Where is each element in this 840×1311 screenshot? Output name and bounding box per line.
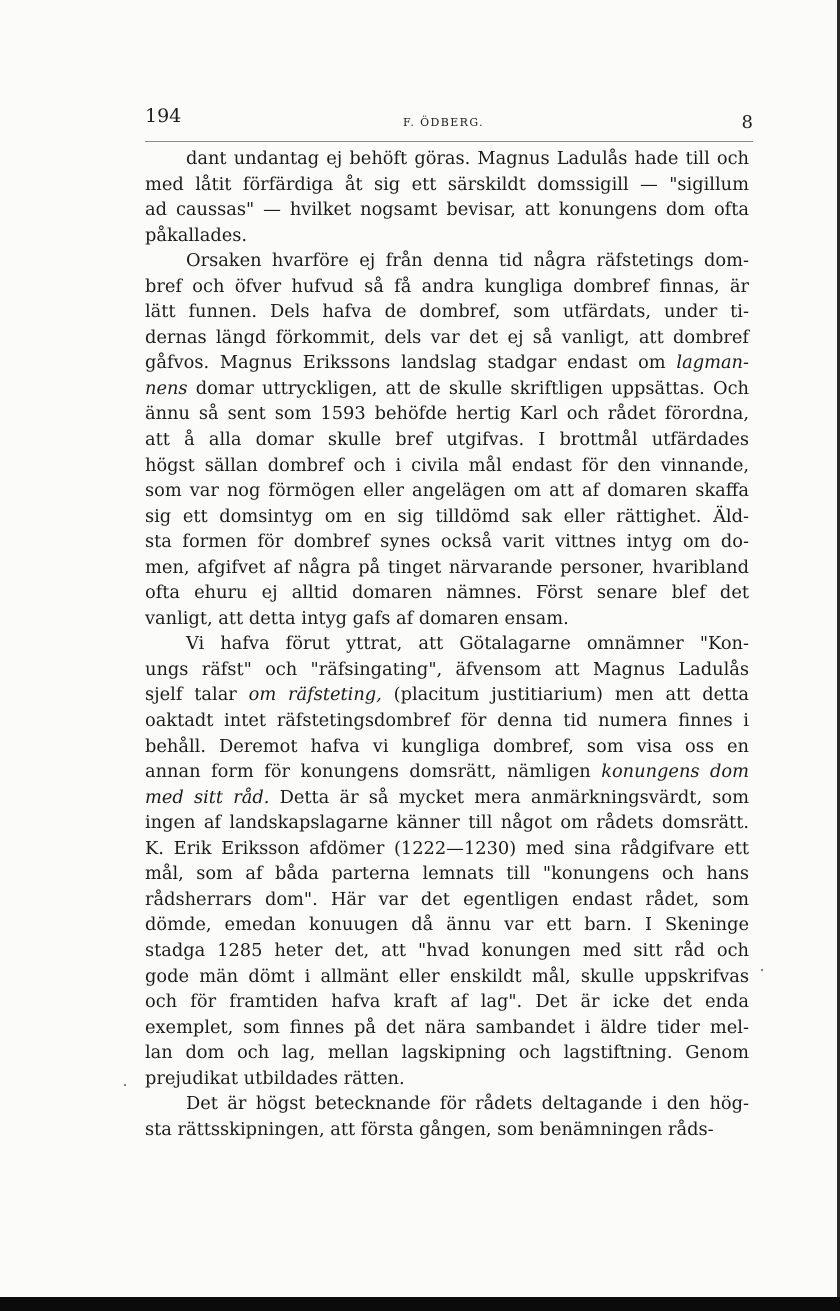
text-line (145, 657, 749, 683)
text-run: ungs räfst" och "räfsingating", äfvensom att Magnus Ladulås (145, 658, 749, 680)
text-run: lätt funnen. Dels hafva de dombref, som utfärdats, under ti- (145, 301, 749, 323)
text-run: rådsherrars dom". Här var det egentligen endast rådet, som (145, 888, 749, 910)
text-run: ofta ehuru ej alltid domaren nämnes. Först senare blef det (145, 582, 749, 604)
text-line (145, 555, 749, 581)
text-run: bref och öfver hufvud så få andra kungliga dombref finnas, är (145, 275, 749, 297)
text-line (145, 861, 749, 887)
italic-text: nens (145, 377, 188, 399)
text-line (145, 836, 749, 862)
text-run: prejudikat utbildades rätten. (145, 1067, 405, 1089)
text-line (145, 248, 749, 274)
italic-text: med sitt råd. (145, 786, 270, 808)
speck (761, 969, 763, 971)
text-run: ad caussas" — hvilket nogsamt bevisar, att konungens dom ofta (145, 199, 749, 221)
text-line (145, 146, 749, 172)
text-run: Vi hafva förut yttrat, att Götalagarne omnämner "Kon- (186, 633, 749, 655)
text-run: dömde, emedan konuugen då ännu var ett barn. I Skeninge (145, 914, 749, 936)
text-run: men, afgifvet af några på tinget närvarande personer, hvaribland (145, 556, 749, 578)
text-line (145, 912, 749, 938)
text-line (145, 708, 749, 734)
text-run: dernas längd förkommit, dels var det ej så vanligt, att dombref (145, 326, 749, 348)
text-run: Detta är så mycket mera anmärkningsvärdt, som (269, 786, 749, 808)
text-line (145, 197, 749, 223)
text-run: mål, som af båda parterna lemnats till "konungens och hans (145, 863, 749, 885)
text-line (145, 1015, 749, 1041)
text-line (145, 325, 749, 351)
text-line (145, 478, 749, 504)
page-number: 194 (145, 105, 182, 127)
text-run: domar uttryckligen, att de skulle skriftligen uppsättas. Och (187, 377, 749, 399)
text-run: sjelf talar (145, 684, 249, 706)
text-run: Orsaken hvarföre ej från denna tid några räfstetings dom- (186, 250, 749, 272)
text-line (145, 989, 749, 1015)
text-line (145, 938, 749, 964)
text-line (145, 1040, 749, 1066)
text-line (145, 964, 749, 990)
text-run: ingen af landskapslagarne känner till något om rådets domsrätt. (145, 812, 749, 834)
text-line (145, 274, 749, 300)
page-header (145, 103, 753, 135)
text-run: och för framtiden hafva kraft af lag". Det är icke det enda (145, 991, 749, 1013)
body-text (145, 146, 749, 1142)
text-line (145, 810, 749, 836)
text-run: K. Erik Eriksson afdömer (1222—1230) med sina rådgifvare ett (145, 837, 749, 859)
text-line (145, 529, 749, 555)
text-line (145, 453, 749, 479)
text-run: (placitum justitiarium) men att detta (381, 684, 749, 706)
text-run: sta formen för dombref synes också varit vittnes intyg om do- (145, 531, 749, 553)
text-line (145, 427, 749, 453)
text-run: stadga 1285 heter det, att "hvad konungen med sitt råd och (145, 939, 749, 961)
text-run: Det är högst betecknande för rådets deltagande i den hög- (186, 1093, 749, 1115)
text-line (145, 504, 749, 530)
text-line (145, 172, 749, 198)
running-title: F. ÖDBERG. (403, 116, 485, 129)
text-line (145, 1066, 749, 1092)
text-run: gåfvos. Magnus Erikssons landslag stadgar endast om (145, 352, 677, 374)
text-line (145, 682, 749, 708)
text-line (145, 580, 749, 606)
text-run: sta rättsskipningen, att första gången, som benämningen råds- (145, 1118, 714, 1140)
text-run: vanligt, att detta intyg gafs af domaren ensam. (145, 607, 569, 629)
text-run: oaktadt intet räfstetingsdombref för denna tid numera finnes i (145, 710, 749, 732)
text-run: gode män dömt i allmänt eller enskildt mål, skulle uppskrifvas (145, 965, 749, 987)
signature-mark: 8 (741, 112, 753, 133)
text-run: som var nog förmögen eller angelägen om att af domaren skaffa (145, 480, 749, 502)
text-run: lan dom och lag, mellan lagskipning och lagstiftning. Genom (145, 1042, 749, 1064)
text-line (145, 734, 749, 760)
text-line (145, 1091, 749, 1117)
text-run: högst sällan dombref och i civila mål endast för den vinnande, (145, 454, 749, 476)
text-line (145, 376, 749, 402)
italic-text: lagman- (676, 352, 749, 374)
italic-text: konungens dom (601, 761, 749, 783)
text-line (145, 223, 749, 249)
text-run: med låtit förfärdiga åt sig ett särskildt domssigill — "sigillum (145, 173, 749, 195)
text-line (145, 631, 749, 657)
text-line (145, 606, 749, 632)
text-line (145, 1117, 749, 1143)
text-run: behåll. Deremot hafva vi kungliga dombref, som visa oss en (145, 735, 749, 757)
scan-bottom-band (0, 1297, 840, 1311)
text-run: sig ett domsintyg om en sig tilldömd sak eller rättighet. Äld- (145, 505, 749, 527)
text-run: dant undantag ej behöft göras. Magnus Ladulås hade till och (186, 148, 749, 169)
text-run: exemplet, som finnes på det nära sambandet i äldre tider mel- (145, 1016, 749, 1038)
text-run: att å alla domar skulle bref utgifvas. I brottmål utfärdades (145, 429, 749, 451)
speck (124, 1084, 126, 1086)
text-line (145, 299, 749, 325)
text-line (145, 785, 749, 811)
text-line (145, 887, 749, 913)
text-line (145, 350, 749, 376)
italic-text: om räfsteting, (248, 684, 382, 706)
text-run: påkallades. (145, 224, 248, 246)
text-run: ännu så sent som 1593 behöfde hertig Karl och rådet förordna, (145, 403, 749, 425)
text-run: annan form för konungens domsrätt, nämligen (145, 761, 602, 783)
header-rule (145, 141, 753, 142)
text-line (145, 759, 749, 785)
text-line (145, 401, 749, 427)
